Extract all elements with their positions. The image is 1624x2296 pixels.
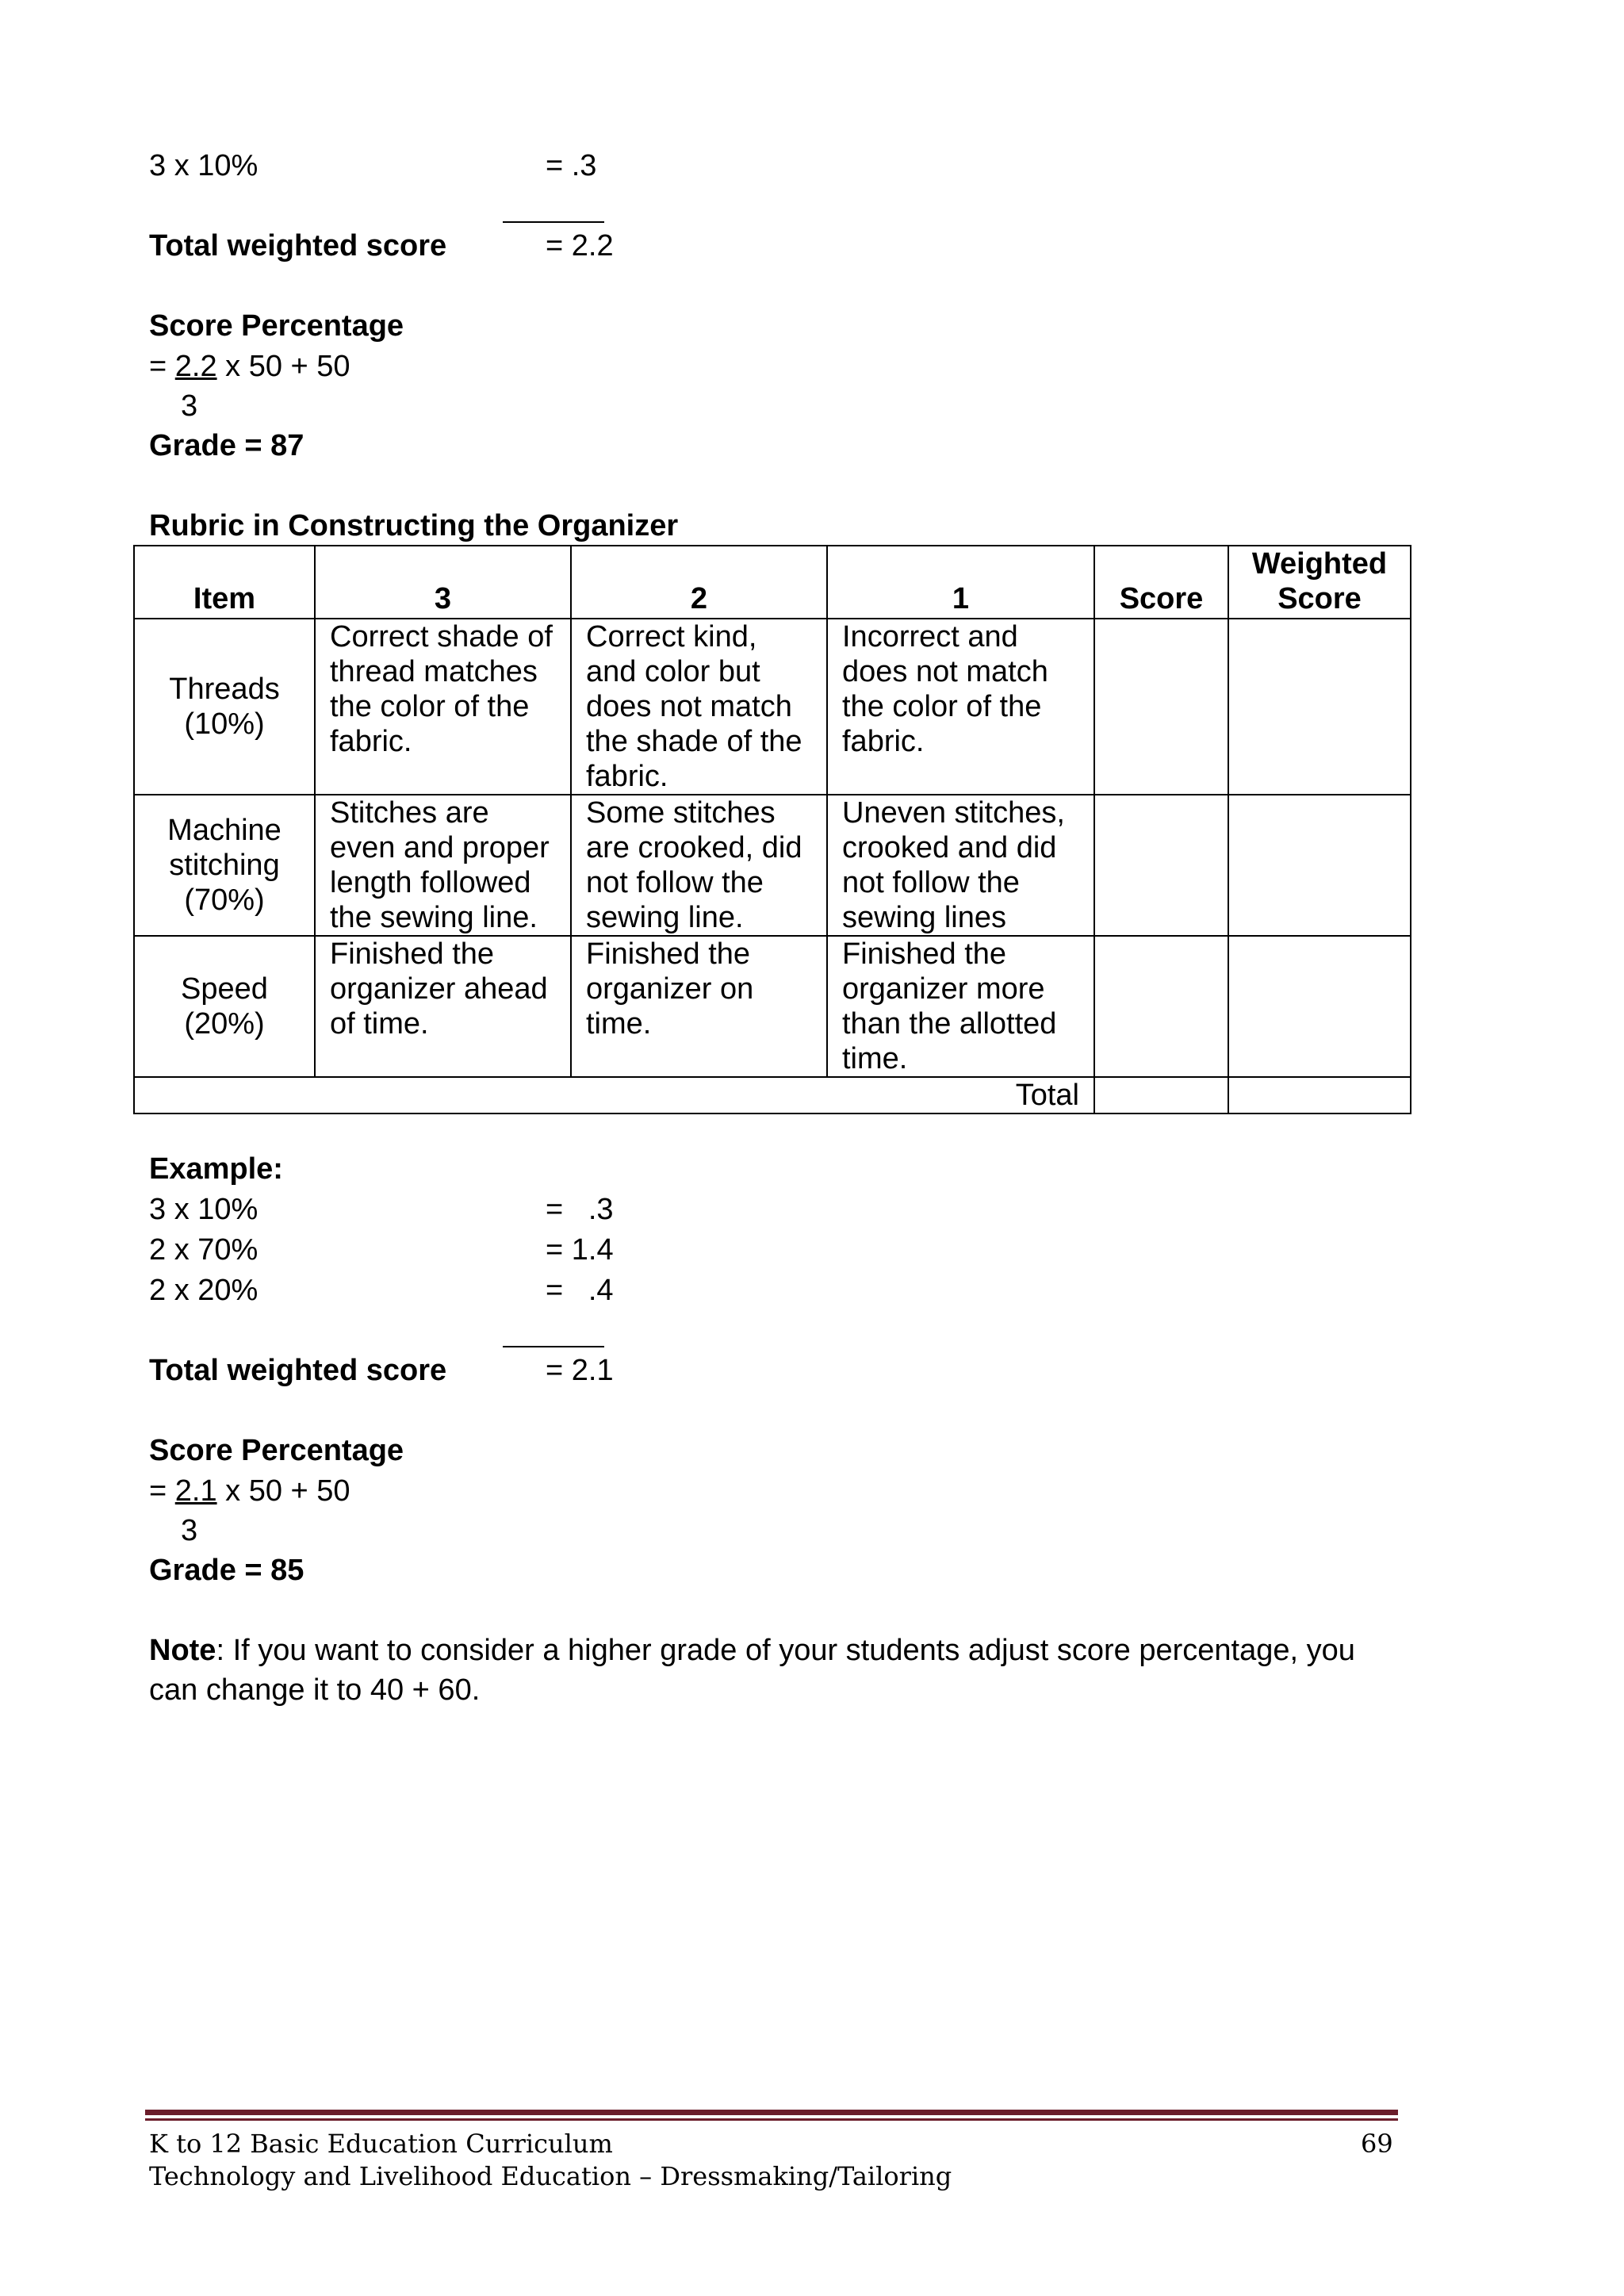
rubric-header-row [134, 546, 1411, 619]
example-line-right: = 1.4 [546, 1233, 614, 1267]
criteria-1-cell: Finished the organizer more than the allotted time. [827, 936, 1094, 1077]
example-grade: Grade = 85 [149, 1554, 304, 1587]
criteria-3-cell: Correct shade of thread matches the color of the fabric. [315, 619, 571, 795]
score-cell [1094, 795, 1228, 936]
weighted-score-cell [1228, 795, 1411, 936]
formula-numerator: 2.2 [174, 350, 217, 383]
criteria-2-cell: Some stitches are crooked, did not follow the sewing line. [571, 795, 827, 936]
header-weighted-line1: Weighted [1251, 547, 1388, 581]
example-line-left: 2 x 70% [149, 1233, 259, 1267]
header-weighted-score [1228, 546, 1411, 619]
example-title: Example: [149, 1152, 283, 1186]
weighted-score-cell [1228, 936, 1411, 1077]
formula-rest: x 50 + 50 [216, 1474, 350, 1508]
calc-line-left: 3 x 10% [149, 149, 259, 182]
criteria-2-cell: Finished the organizer on time. [571, 936, 827, 1077]
total-row [134, 1077, 1411, 1114]
formula-rest: x 50 + 50 [216, 350, 350, 383]
example-pct-formula [149, 1473, 350, 1509]
table-row [134, 619, 1411, 795]
header-2: 2 [571, 546, 827, 619]
example-pct-title: Score Percentage [149, 1434, 404, 1467]
item-cell [134, 619, 315, 795]
item-weight: (70%) [184, 884, 265, 917]
footer-subject: Technology and Livelihood Education – Dressmaking/Tailoring [149, 2161, 952, 2191]
header-item: Item [134, 546, 315, 619]
formula-prefix: = [149, 1474, 175, 1508]
footer-curriculum: K to 12 Basic Education Curriculum [149, 2129, 613, 2159]
footer-rule [145, 2110, 1398, 2115]
item-name: Speed [181, 972, 268, 1006]
note-paragraph [149, 1631, 1386, 1710]
score-cell [1094, 936, 1228, 1077]
calc-line-right: = .3 [546, 149, 597, 182]
score-percentage-formula [149, 348, 350, 385]
sum-rule [503, 1346, 604, 1347]
header-1: 1 [827, 546, 1094, 619]
rubric-title: Rubric in Constructing the Organizer [149, 509, 679, 542]
footer-rule-thin [145, 2118, 1398, 2121]
score-percentage-title: Score Percentage [149, 309, 404, 343]
item-weight: (10%) [184, 707, 265, 741]
score-cell [1094, 619, 1228, 795]
item-cell [134, 795, 315, 936]
note-text: : If you want to consider a higher grade of your students adjust score percentage, you can change it to 40 + 60. [149, 1634, 1355, 1707]
formula-denominator: 3 [181, 389, 198, 423]
example-line-right: = .3 [546, 1193, 614, 1226]
example-total-value: = 2.1 [546, 1354, 614, 1387]
header-weighted-line2: Score [1277, 582, 1362, 615]
page-number: 69 [1361, 2129, 1393, 2159]
item-weight: (20%) [184, 1007, 265, 1041]
total-score-cell [1094, 1077, 1228, 1114]
example-line-right: = .4 [546, 1274, 614, 1307]
example-line-left: 3 x 10% [149, 1193, 259, 1226]
total-weighted-label: Total weighted score [149, 229, 447, 263]
note-label: Note [149, 1634, 216, 1667]
header-3: 3 [315, 546, 571, 619]
example-formula-denominator: 3 [181, 1514, 198, 1547]
item-name: Threads [169, 673, 280, 706]
total-weighted-value: = 2.2 [546, 229, 614, 263]
table-row [134, 936, 1411, 1077]
item-name: Machine stitching [167, 814, 282, 882]
criteria-2-cell: Correct kind, and color but does not match the shade of the fabric. [571, 619, 827, 795]
grade-line: Grade = 87 [149, 429, 304, 462]
criteria-1-cell: Uneven stitches, crooked and did not follow the sewing lines [827, 795, 1094, 936]
example-total-label: Total weighted score [149, 1354, 447, 1387]
rubric-table [133, 545, 1411, 1114]
example-line-left: 2 x 20% [149, 1274, 259, 1307]
formula-prefix: = [149, 350, 175, 383]
item-cell [134, 936, 315, 1077]
weighted-score-cell [1228, 619, 1411, 795]
criteria-3-cell: Stitches are even and proper length followed the sewing line. [315, 795, 571, 936]
total-label-cell: Total [134, 1077, 1094, 1114]
criteria-1-cell: Incorrect and does not match the color of the fabric. [827, 619, 1094, 795]
total-weighted-cell [1228, 1077, 1411, 1114]
table-row [134, 795, 1411, 936]
header-score: Score [1094, 546, 1228, 619]
sum-rule [503, 221, 604, 223]
formula-numerator: 2.1 [174, 1474, 217, 1508]
criteria-3-cell: Finished the organizer ahead of time. [315, 936, 571, 1077]
